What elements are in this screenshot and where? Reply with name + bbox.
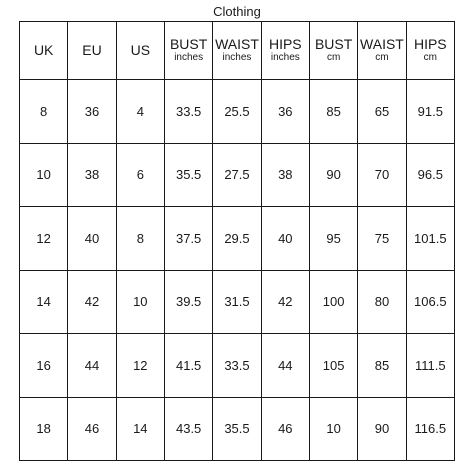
table-cell: 106.5	[406, 270, 454, 334]
table-cell: 80	[358, 270, 406, 334]
column-header-bust-cm: BUST cm	[309, 22, 357, 80]
table-cell: 4	[116, 80, 164, 144]
table-cell: 33.5	[164, 80, 212, 144]
table-cell: 90	[309, 143, 357, 207]
table-cell: 105	[309, 334, 357, 398]
column-header-eu: EU	[68, 22, 116, 80]
table-cell: 90	[358, 397, 406, 461]
table-cell: 111.5	[406, 334, 454, 398]
table-cell: 85	[309, 80, 357, 144]
table-cell: 43.5	[164, 397, 212, 461]
table-cell: 14	[20, 270, 68, 334]
table-cell: 14	[116, 397, 164, 461]
table-cell: 38	[261, 143, 309, 207]
table-cell: 46	[68, 397, 116, 461]
table-cell: 18	[20, 397, 68, 461]
table-cell: 40	[261, 207, 309, 271]
table-cell: 8	[20, 80, 68, 144]
table-row	[20, 80, 455, 144]
table-row	[20, 207, 455, 271]
table-cell: 33.5	[213, 334, 261, 398]
column-header-hips-inches: HIPS inches	[261, 22, 309, 80]
table-cell: 70	[358, 143, 406, 207]
size-chart-table	[19, 21, 455, 461]
table-cell: 116.5	[406, 397, 454, 461]
column-header-us: US	[116, 22, 164, 80]
table-cell: 29.5	[213, 207, 261, 271]
table-cell: 42	[261, 270, 309, 334]
table-cell: 44	[68, 334, 116, 398]
table-cell: 100	[309, 270, 357, 334]
table-row	[20, 143, 455, 207]
table-row	[20, 270, 455, 334]
table-cell: 85	[358, 334, 406, 398]
table-cell: 8	[116, 207, 164, 271]
table-cell: 101.5	[406, 207, 454, 271]
table-cell: 10	[309, 397, 357, 461]
table-cell: 36	[68, 80, 116, 144]
column-header-waist-inches: WAIST inches	[213, 22, 261, 80]
table-cell: 10	[20, 143, 68, 207]
table-cell: 65	[358, 80, 406, 144]
table-cell: 40	[68, 207, 116, 271]
table-cell: 37.5	[164, 207, 212, 271]
table-cell: 35.5	[213, 397, 261, 461]
header-row	[20, 22, 455, 80]
table-cell: 31.5	[213, 270, 261, 334]
table-cell: 95	[309, 207, 357, 271]
table-row	[20, 397, 455, 461]
table-cell: 96.5	[406, 143, 454, 207]
table-cell: 38	[68, 143, 116, 207]
table-cell: 12	[116, 334, 164, 398]
table-cell: 46	[261, 397, 309, 461]
table-cell: 42	[68, 270, 116, 334]
table-cell: 44	[261, 334, 309, 398]
table-cell: 35.5	[164, 143, 212, 207]
table-cell: 10	[116, 270, 164, 334]
table-cell: 91.5	[406, 80, 454, 144]
column-header-hips-cm: HIPS cm	[406, 22, 454, 80]
table-cell: 25.5	[213, 80, 261, 144]
table-cell: 27.5	[213, 143, 261, 207]
table-row	[20, 334, 455, 398]
table-cell: 6	[116, 143, 164, 207]
table-cell: 36	[261, 80, 309, 144]
table-cell: 41.5	[164, 334, 212, 398]
table-title: Clothing	[213, 4, 261, 19]
table-cell: 12	[20, 207, 68, 271]
table-cell: 39.5	[164, 270, 212, 334]
table-cell: 16	[20, 334, 68, 398]
table-cell: 75	[358, 207, 406, 271]
column-header-waist-cm: WAIST cm	[358, 22, 406, 80]
column-header-uk: UK	[20, 22, 68, 80]
column-header-bust-inches: BUST inches	[164, 22, 212, 80]
